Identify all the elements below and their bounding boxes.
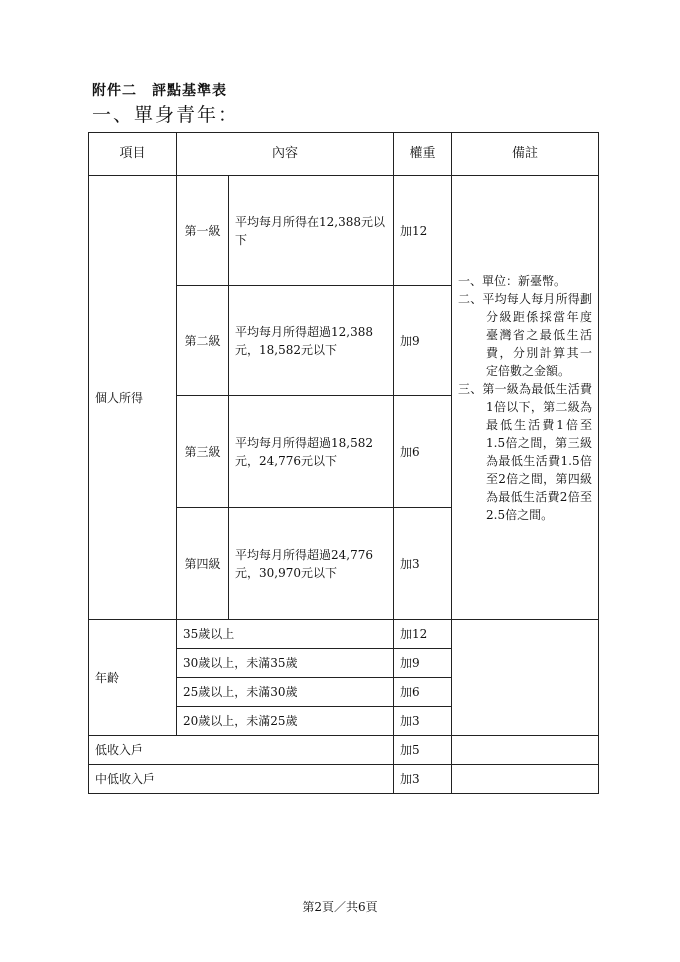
age-weight: 加6 — [394, 678, 452, 707]
table-row — [89, 765, 599, 794]
table-row — [89, 620, 599, 649]
income-content: 平均每月所得超過18,582元，24,776元以下 — [229, 396, 394, 508]
mid-low-income-label: 中低收入戶 — [89, 765, 394, 794]
age-weight: 加9 — [394, 649, 452, 678]
age-content: 30歲以上，未滿35歲 — [177, 649, 394, 678]
mid-low-income-weight: 加3 — [394, 765, 452, 794]
income-level: 第二級 — [177, 286, 229, 396]
income-content: 平均每月所得超過24,776元，30,970元以下 — [229, 508, 394, 620]
note-item: 二、平均每人每月所得劃分級距係採當年度臺灣省之最低生活費，分別計算其一定倍數之金額。 — [458, 291, 593, 378]
remark-notes — [452, 176, 599, 620]
age-content: 25歲以上，未滿30歲 — [177, 678, 394, 707]
table-row — [89, 736, 599, 765]
income-level: 第三級 — [177, 396, 229, 508]
income-level: 第一級 — [177, 176, 229, 286]
attachment-title: 附件二 評點基準表 — [92, 83, 227, 99]
header-remark: 備註 — [452, 133, 599, 176]
income-weight: 加12 — [394, 176, 452, 286]
age-content: 35歲以上 — [177, 620, 394, 649]
mid-low-income-remark — [452, 765, 599, 794]
scoring-table — [88, 132, 599, 794]
header-item: 項目 — [89, 133, 177, 176]
low-income-label: 低收入戶 — [89, 736, 394, 765]
income-weight: 加3 — [394, 508, 452, 620]
income-level: 第四級 — [177, 508, 229, 620]
income-content: 平均每月所得超過12,388元，18,582元以下 — [229, 286, 394, 396]
note-item: 一、單位：新臺幣。 — [458, 273, 567, 288]
table-row — [89, 176, 599, 286]
age-weight: 加3 — [394, 707, 452, 736]
age-content: 20歲以上，未滿25歲 — [177, 707, 394, 736]
header-content: 內容 — [177, 133, 394, 176]
page-footer: 第2頁／共6頁 — [302, 900, 378, 914]
age-label: 年齡 — [89, 620, 177, 736]
low-income-remark — [452, 736, 599, 765]
note-item: 三、第一級為最低生活費1倍以下，第二級為最低生活費1倍至1.5倍之間，第三級為最低生活費1.5倍至2倍之間，第四級為最低生活費2倍至2.5倍之間。 — [458, 381, 593, 522]
income-label: 個人所得 — [89, 176, 177, 620]
low-income-weight: 加5 — [394, 736, 452, 765]
income-weight: 加6 — [394, 396, 452, 508]
header-weight: 權重 — [394, 133, 452, 176]
income-weight: 加9 — [394, 286, 452, 396]
table-header-row — [89, 133, 599, 176]
age-weight: 加12 — [394, 620, 452, 649]
income-content: 平均每月所得在12,388元以下 — [229, 176, 394, 286]
section-title: 一、單身青年： — [92, 104, 240, 126]
age-remark — [452, 620, 599, 736]
